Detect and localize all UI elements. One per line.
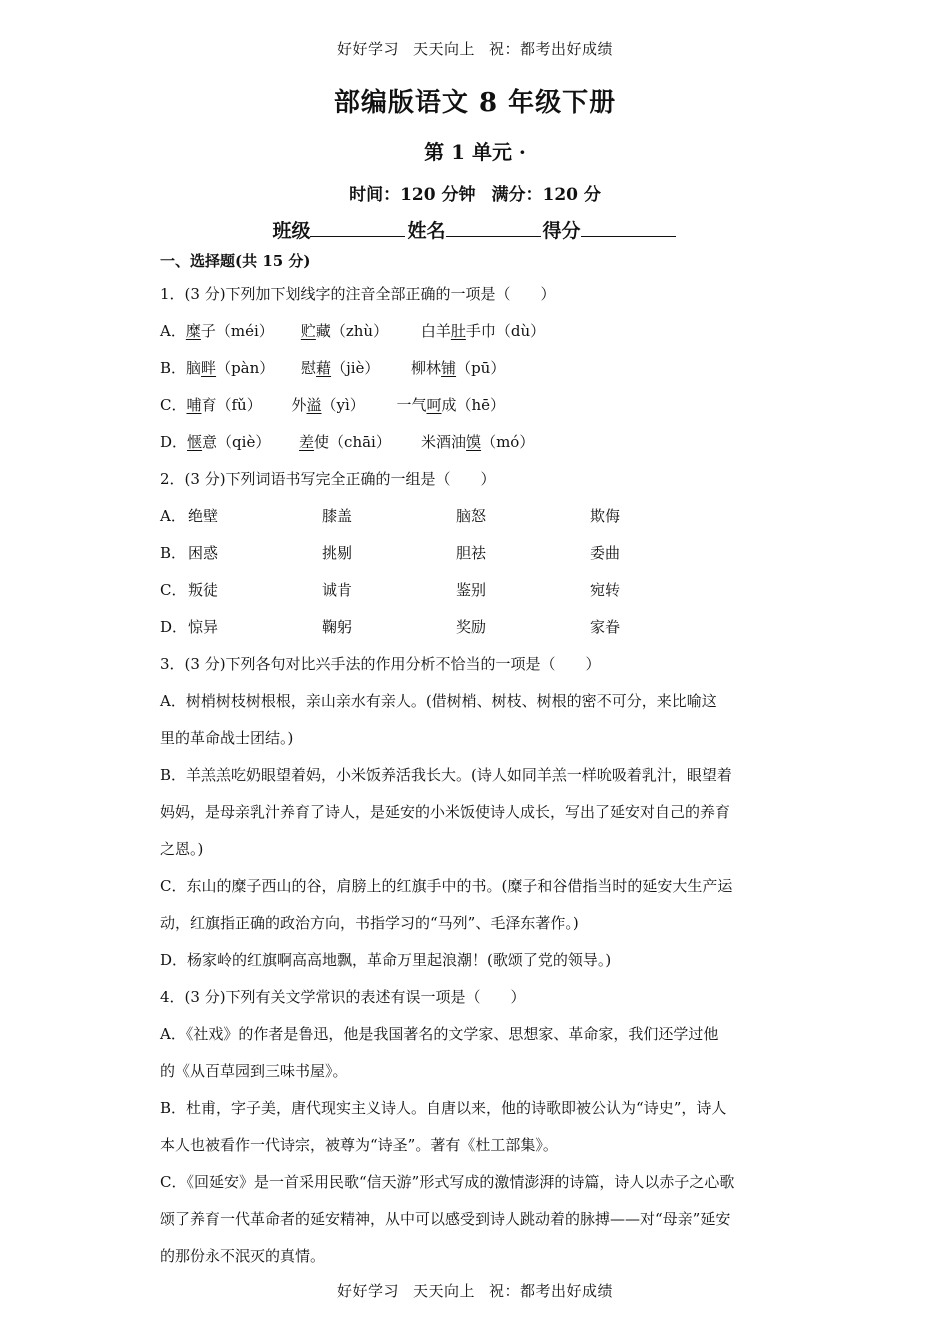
class-blank[interactable] [310,218,405,237]
question-4-line: A．《社戏》的作者是鲁迅，他是我国著名的文学家、思想家、革命家，我们还学过他 [160,1025,719,1043]
question-1-option-b: B．脑畔（pàn） 慰藉（jiè） 柳林铺（pū） [160,359,506,377]
header-slogan-3: 祝：都考出好成绩 [489,40,614,58]
score-blank[interactable] [581,218,676,237]
question-3-line: 之恩。) [160,840,204,858]
question-4-line: 的《从百草园到三味书屋》。 [160,1062,348,1080]
question-2-stem: 2．(3 分)下列词语书写完全正确的一组是（ ） [160,470,496,488]
question-2-option-c: C． 叛徒 诚肯 鉴别 宛转 [160,581,621,599]
question-1-option-d: D．惬意（qiè） 差使（chāi） 米酒油馍（mó） [160,433,535,451]
score-label: 得分 [542,220,581,242]
full-score: 满分：120 分 [491,185,601,205]
page-footer [0,1280,950,1301]
time-limit: 时间：120 分钟 [349,185,476,205]
question-3-line: D．杨家岭的红旗啊高高地飘，革命万里起浪潮！(歌颂了党的领导。) [160,951,612,969]
question-1-stem: 1．(3 分)下列加下划线字的注音全部正确的一项是（ ） [160,285,556,303]
question-4-line: 的那份永不泯灭的真情。 [160,1247,326,1265]
footer-slogan-3: 祝：都考出好成绩 [489,1282,614,1300]
question-4-line: B．杜甫，字子美，唐代现实主义诗人。自唐以来，他的诗歌即被公认为“诗史”，诗人 [160,1099,727,1117]
page-title: 部编版语文 8 年级下册 [333,88,617,118]
question-2-option-b: B． 困惑 挑剔 胆祛 委曲 [160,544,621,562]
question-3-line: C．东山的糜子西山的谷，肩膀上的红旗手中的书。(糜子和谷借指当时的延安大生产运 [160,877,733,895]
name-label: 姓名 [407,220,446,242]
class-label: 班级 [272,220,311,242]
footer-slogan-2: 天天向上 [412,1282,475,1300]
question-3-line: 动，红旗指正确的政治方向，书指学习的“马列”、毛泽东著作。) [160,914,579,932]
question-2-option-d: D．惊异 鞠躬 奖励 家眷 [160,618,621,636]
time-score-line [0,180,950,205]
question-content [160,248,800,1275]
question-4-line: 颂了养育一代革命者的延安精神，从中可以感受到诗人跳动着的脉搏——对“母亲”延安 [160,1210,731,1228]
student-info-line [0,216,950,243]
question-3-line: 妈妈，是母亲乳汁养育了诗人，是延安的小米饭使诗人成长，写出了延安对自己的养育 [160,803,731,821]
section-heading: 一、选择题(共 15 分) [160,252,311,270]
question-1-option-a: A．糜子（méi） 贮藏（zhù） 白羊肚手巾（dù） [160,322,546,340]
question-2-option-a: A． 绝壁 膝盖 脑怒 欺侮 [160,507,621,525]
question-4-line: 本人也被看作一代诗宗，被尊为“诗圣”。著有《杜工部集》。 [160,1136,558,1154]
question-1-option-c: C．哺育（fǔ） 外溢（yì） 一气呵成（hē） [160,396,506,414]
question-3-line: A．树梢树枝树根根，亲山亲水有亲人。(借树梢、树枝、树根的密不可分，来比喻这 [160,692,717,710]
name-blank[interactable] [446,218,541,237]
page-header [0,38,950,59]
header-slogan-1: 好好学习 [336,40,399,58]
question-3-line: 里的革命战士团结。) [160,729,294,747]
question-3-line: B．羊羔羔吃奶眼望着妈，小米饭养活我长大。(诗人如同羊羔一样吮吸着乳汁，眼望着 [160,766,732,784]
unit-title: 第 1 单元 · [424,140,526,164]
footer-slogan-1: 好好学习 [336,1282,399,1300]
question-3-stem: 3．(3 分)下列各句对比兴手法的作用分析不恰当的一项是（ ） [160,655,601,673]
question-4-line: C．《回延安》是一首采用民歌“信天游”形式写成的激情澎湃的诗篇，诗人以赤子之心歌 [160,1173,735,1191]
question-4-stem: 4．(3 分)下列有关文学常识的表述有误一项是（ ） [160,988,526,1006]
header-slogan-2: 天天向上 [412,40,475,58]
